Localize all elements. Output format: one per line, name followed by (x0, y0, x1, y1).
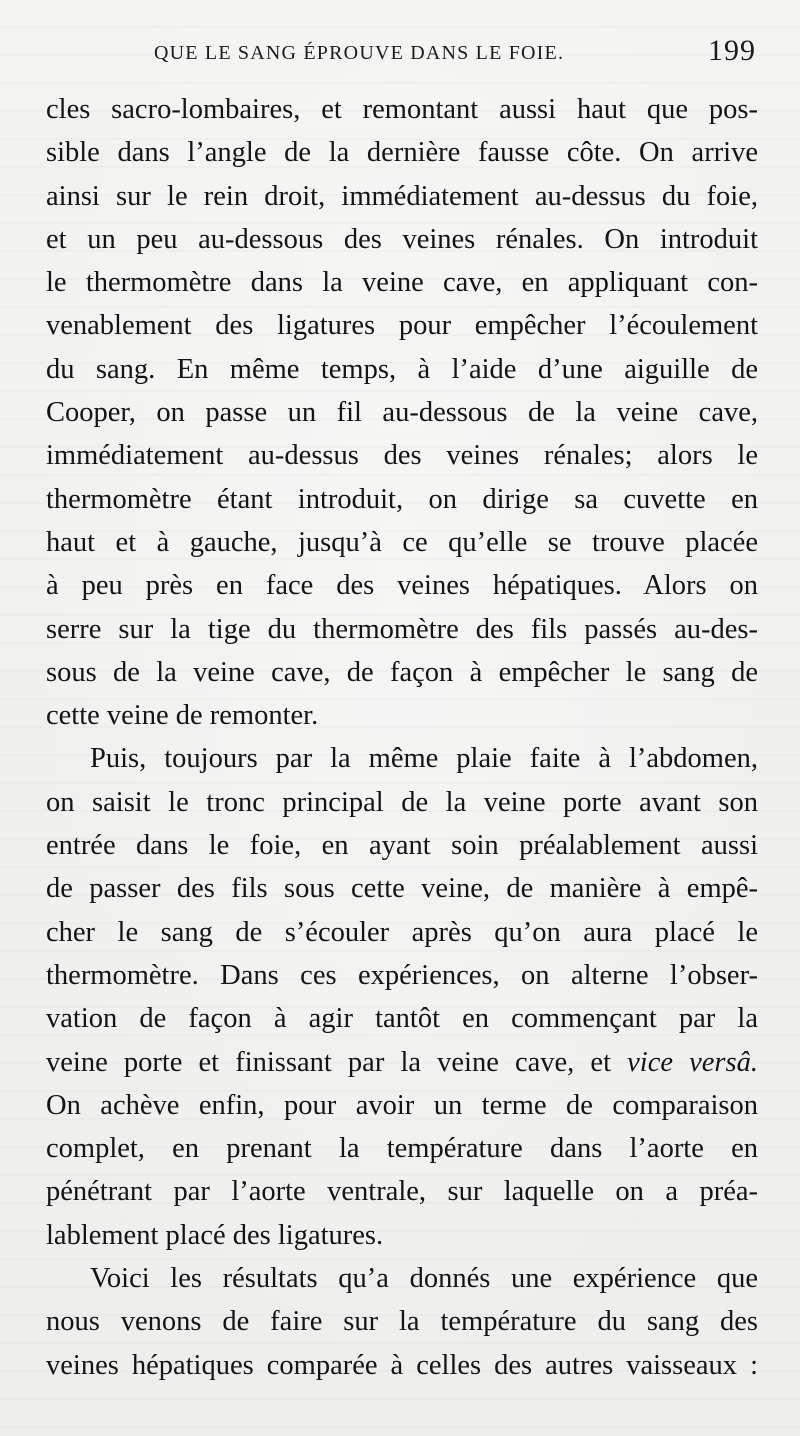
text-line: nous venons de faire sur la température du sang des (46, 1306, 758, 1338)
text-line: thermomètre. Dans ces expériences, on alterne l’obser- (46, 959, 758, 991)
text-line: On achève enfin, pour avoir un terme de comparaison (46, 1089, 758, 1121)
text-line: cette veine de remonter. (46, 700, 319, 732)
italic-phrase: vice versâ. (627, 1046, 758, 1078)
running-title: QUE LE SANG ÉPROUVE DANS LE FOIE. (154, 42, 565, 64)
paragraph-3 (46, 1257, 758, 1387)
running-header (46, 34, 756, 74)
text-line: veines hépatiques comparée à celles des autres vaisseaux : (46, 1349, 758, 1381)
text-line: on saisit le tronc principal de la veine porte avant son (46, 786, 758, 818)
text-line: serre sur la tige du thermomètre des fils passés au-des- (46, 613, 758, 645)
text-line: lablement placé des ligatures. (46, 1219, 384, 1251)
text-line: ainsi sur le rein droit, immédiatement au-dessus du foie, (46, 180, 758, 212)
text-line: immédiatement au-dessus des veines rénales; alors le (46, 440, 758, 472)
text-line: du sang. En même temps, à l’aide d’une aiguille de (46, 353, 758, 385)
paragraph-1 (46, 88, 758, 737)
text-line: venablement des ligatures pour empêcher l’écoulement (46, 310, 758, 342)
text-line: et un peu au-dessous des veines rénales. On introduit (46, 223, 758, 255)
page-number: 199 (708, 34, 756, 67)
text-line: Puis, toujours par la même plaie faite à l’abdomen, (90, 743, 758, 775)
text-line: le thermomètre dans la veine cave, en appliquant con- (46, 267, 758, 299)
text-line: cles sacro-lombaires, et remontant aussi haut que pos- (46, 94, 758, 125)
text-line: pénétrant par l’aorte ventrale, sur laquelle on a préa- (46, 1176, 758, 1208)
paragraph-2 (46, 737, 758, 1257)
text-line: Voici les résultats qu’a donnés une expérience que (90, 1263, 758, 1295)
text-line: cher le sang de s’écouler après qu’on aura placé le (46, 916, 758, 948)
text-line: haut et à gauche, jusqu’à ce qu’elle se trouve placée (46, 526, 758, 558)
text-line: sible dans l’angle de la dernière fausse côte. On arrive (46, 137, 758, 169)
text-line: à peu près en face des veines hépatiques. Alors on (46, 570, 758, 602)
text-line-with-italic (46, 1041, 758, 1084)
text-line: sous de la veine cave, de façon à empêcher le sang de (46, 656, 758, 688)
text-line: vation de façon à agir tantôt en commençant par la (46, 1003, 758, 1035)
text-line: Cooper, on passe un fil au-dessous de la veine cave, (46, 397, 758, 429)
body-text (46, 88, 758, 1387)
text-line: de passer des fils sous cette veine, de manière à empê- (46, 873, 758, 905)
text-line: complet, en prenant la température dans l’aorte en (46, 1133, 758, 1165)
text-line: entrée dans le foie, en ayant soin préalablement aussi (46, 830, 758, 862)
text-line: thermomètre étant introduit, on dirige sa cuvette en (46, 483, 758, 515)
line-text: veine porte et finissant par la veine cave, et (46, 1046, 628, 1078)
